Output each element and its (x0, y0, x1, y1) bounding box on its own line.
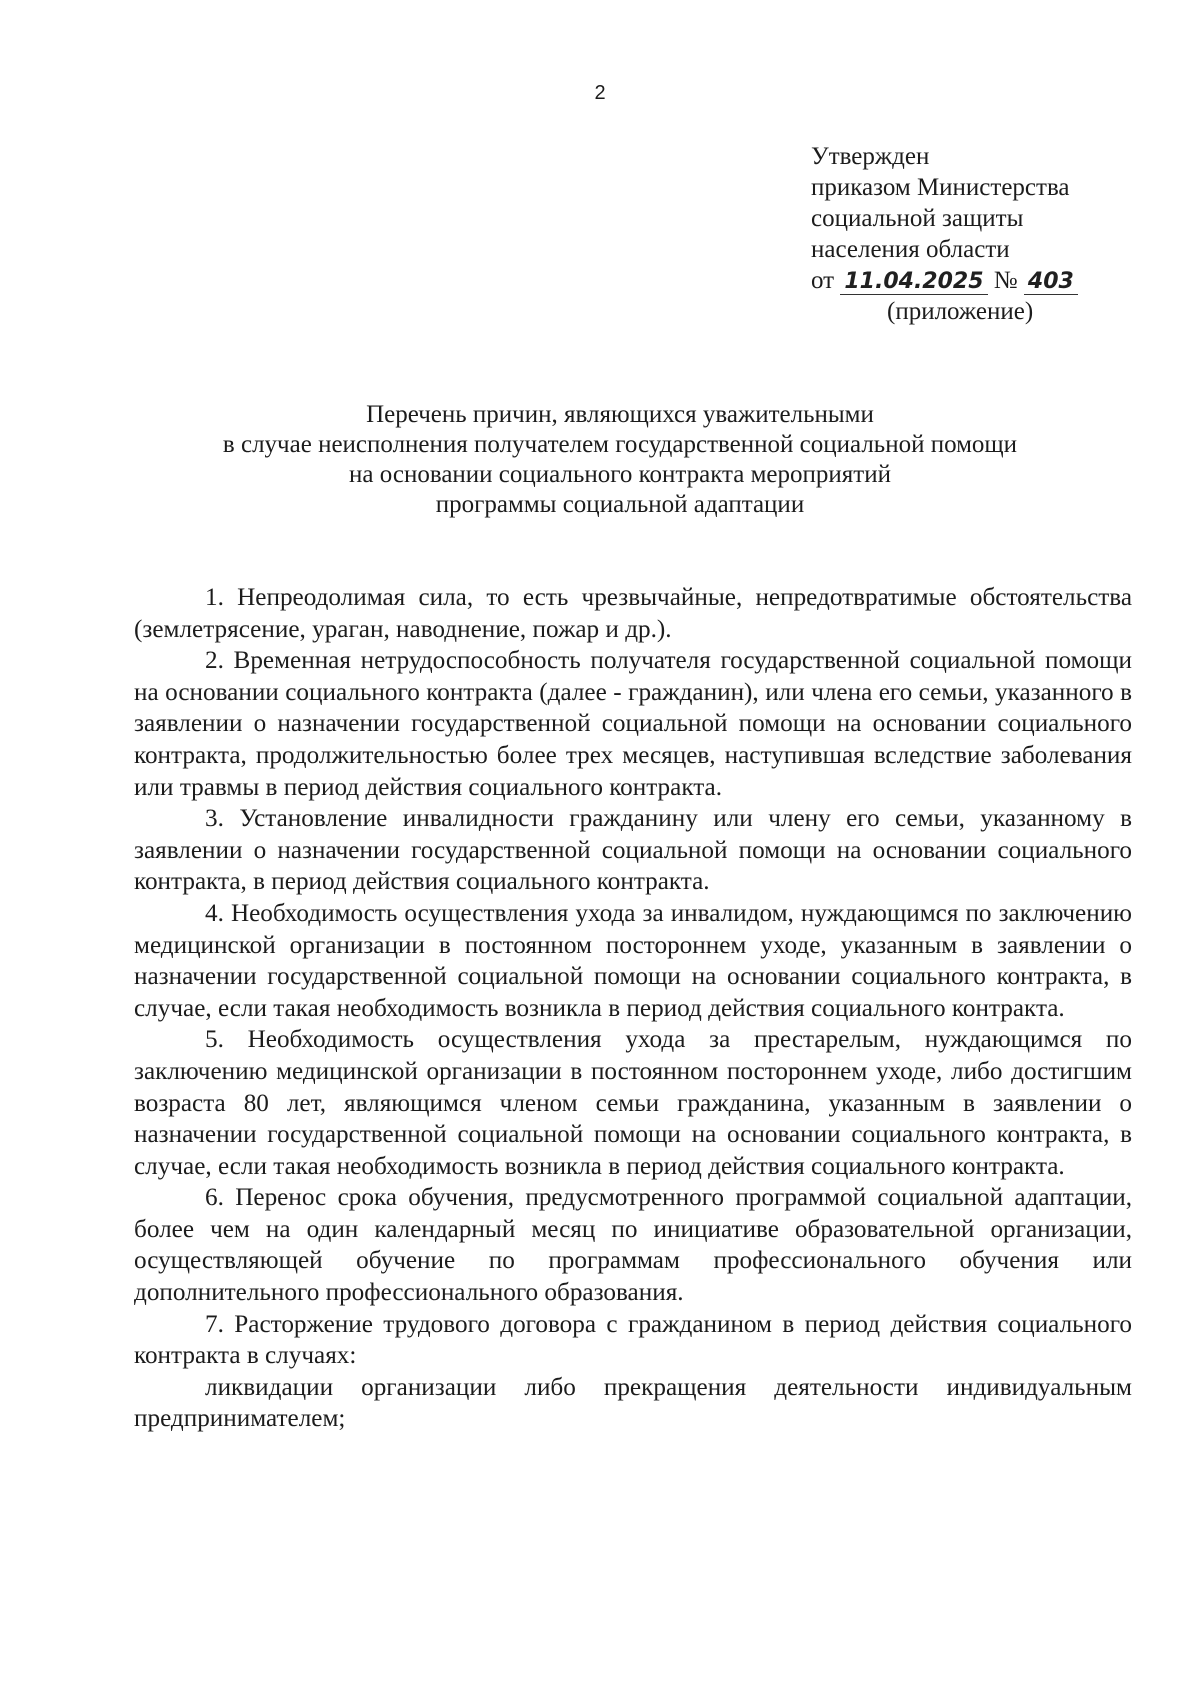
reason-item-3: 3. Установление инвалидности гражданину или члену его семьи, указанному в заявлении о назначении государственной социальной помощи на основании социального контракта, в период действия социального контракта. (134, 805, 1132, 896)
reason-item-5: 5. Необходимость осуществления ухода за престарелым, нуждающимся по заключению медицинской организации в постоянном постороннем уходе, либо достигшим возраста 80 лет, являющимся членом семьи гражданина, указанным в заявлении о назначении государственной социальной помощи на основании социального контракта, в случае, если такая необходимость возникла в период действия социального контракта. (134, 1026, 1132, 1180)
reason-item-6: 6. Перенос срока обучения, предусмотренного программой социальной адаптации, более чем на один календарный месяц по инициативе образовательной организации, осуществляющей обучение по программам профессионального обучения или дополнительного профессионального образования. (134, 1184, 1132, 1307)
reason-item-1: 1. Непреодолимая сила, то есть чрезвычайные, непредотвратимые обстоятельства (землетрясение, ураган, наводнение, пожар и др.). (134, 584, 1132, 643)
reason-item-7: 7. Расторжение трудового договора с гражданином в период действия социального контракта в случаях: (134, 1310, 1132, 1370)
page-number: 2 (594, 82, 606, 104)
approval-block (811, 141, 1171, 327)
title-line-3: на основании социального контракта мероприятий (349, 461, 891, 488)
approval-line-region: населения области (811, 236, 1010, 263)
number-sign: № (993, 267, 1018, 294)
reason-item-4: 4. Необходимость осуществления ухода за инвалидом, нуждающимся по заключению медицинской организации в постоянном постороннем уходе, указанным в заявлении о назначении государственной социальной помощи на основании социального контракта, в случае, если такая необходимость возникла в период действия социального контракта. (134, 899, 1132, 1022)
title-line-1: Перечень причин, являющихся уважительными (366, 401, 874, 428)
approval-line-approved: Утвержден (811, 143, 930, 170)
approval-line-order: приказом Министерства (811, 174, 1070, 201)
date-prefix: от (811, 267, 835, 294)
reasons-list (134, 582, 1132, 1435)
handwritten-order-number: 403 (1024, 270, 1078, 295)
title-line-4: программы социальной адаптации (435, 491, 805, 518)
reason-item-2: 2. Временная нетрудоспособность получателя государственной социальной помощи на основании социального контракта (далее - гражданин), или члена его семьи, указанного в заявлении о назначении государственной социальной помощи на основании социального контракта, продолжительностью более трех месяцев, наступившая вследствие заболевания или травмы в период действия социального контракта. (134, 647, 1132, 801)
document-title (120, 400, 1120, 520)
handwritten-date: 11.04.2025 (840, 270, 987, 295)
title-line-2: в случае неисполнения получателем государственной социальной помощи (222, 431, 1018, 458)
approval-date-line (811, 265, 1171, 296)
appendix-label: (приложение) (887, 298, 1034, 325)
reason-item-7-subitem: ликвидации организации либо прекращения деятельности индивидуальным предпринимателем; (134, 1373, 1132, 1433)
approval-line-ministry: социальной защиты (811, 205, 1024, 232)
